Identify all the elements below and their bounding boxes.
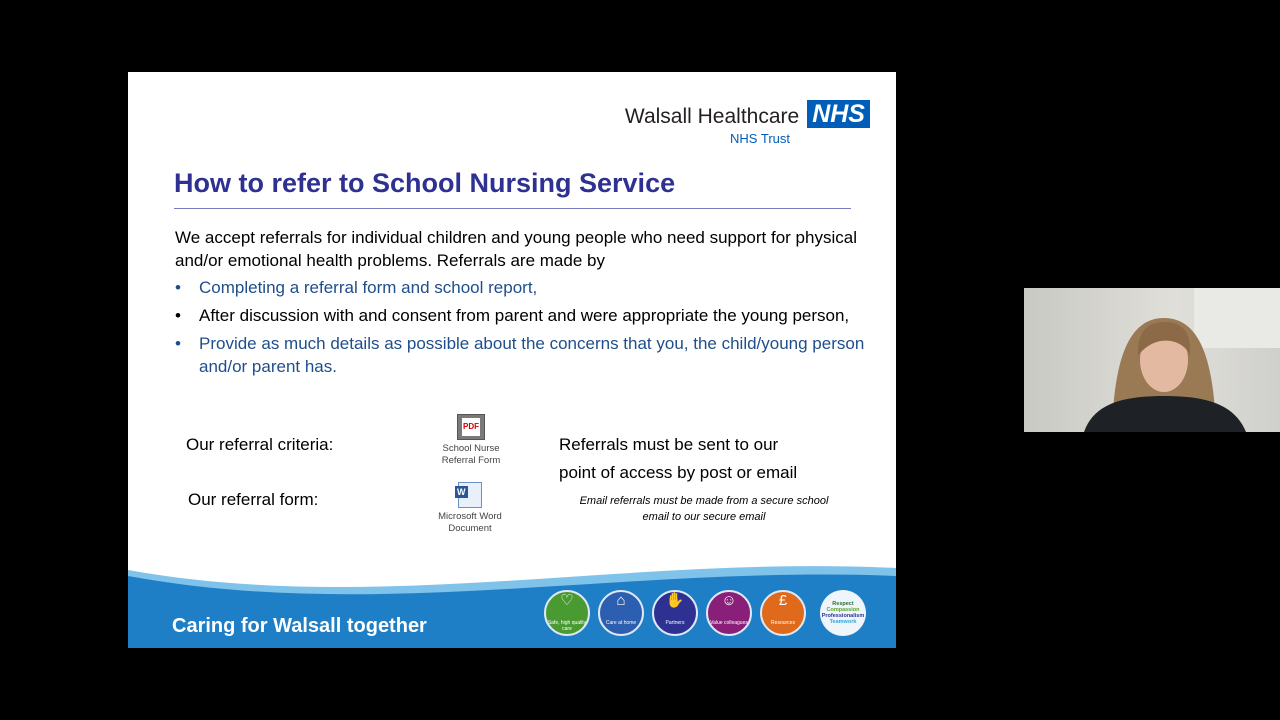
presenter-video	[1024, 288, 1280, 432]
nhs-logo: Walsall Healthcare NHS NHS Trust	[625, 100, 870, 146]
email-note: Email referrals must be made from a secure school email to our secure email	[579, 495, 829, 523]
presentation-slide	[128, 72, 896, 648]
title-divider	[174, 208, 851, 209]
value-label: Value colleagues	[710, 620, 748, 626]
value-icon-2	[652, 590, 698, 636]
values-badge: Respect Compassion Professionalism Teamwork	[820, 590, 866, 636]
value-label: Safe, high quality care	[547, 620, 587, 632]
value-icon-3	[706, 590, 752, 636]
value-glyph-icon: ⌂	[616, 592, 626, 609]
bullet: • Completing a referral form and school report,	[175, 276, 865, 299]
value-glyph-icon: £	[778, 592, 788, 609]
referral-instructions: Referrals must be sent to our point of access by post or email	[559, 435, 798, 482]
word-attachment[interactable]: W Microsoft Word Document	[430, 482, 510, 535]
value-icon-1	[598, 590, 644, 636]
value-glyph-icon: ✋	[665, 592, 685, 609]
presenter-webcam	[1024, 288, 1280, 432]
pdf-attachment[interactable]: PDF School Nurse Referral Form	[431, 414, 511, 467]
slide-body	[175, 226, 865, 383]
bullet: • Provide as much details as possible about the concerns that you, the child/young person and/or parent has.	[175, 332, 865, 378]
bullet: • After discussion with and consent from parent and were appropriate the young person,	[175, 304, 865, 327]
footer-slogan: Caring for Walsall together	[172, 615, 427, 637]
word-icon: W	[458, 482, 482, 508]
value-glyph-icon: ☺	[721, 592, 737, 609]
criteria-label: Our referral criteria:	[186, 435, 334, 454]
intro-text: We accept referrals for individual children and young people who need support for physical and/or emotional health problems. Referrals are made by	[175, 228, 857, 270]
slide-title: How to refer to School Nursing Service	[174, 168, 676, 198]
value-label: Partners	[665, 620, 685, 626]
value-icon-0	[544, 590, 590, 636]
value-icon-4	[760, 590, 806, 636]
value-label: Care at home	[605, 620, 637, 626]
form-label: Our referral form:	[188, 490, 319, 509]
pdf-icon: PDF	[457, 414, 485, 440]
value-label: Resources	[771, 620, 795, 626]
value-glyph-icon: ♡	[560, 592, 574, 609]
